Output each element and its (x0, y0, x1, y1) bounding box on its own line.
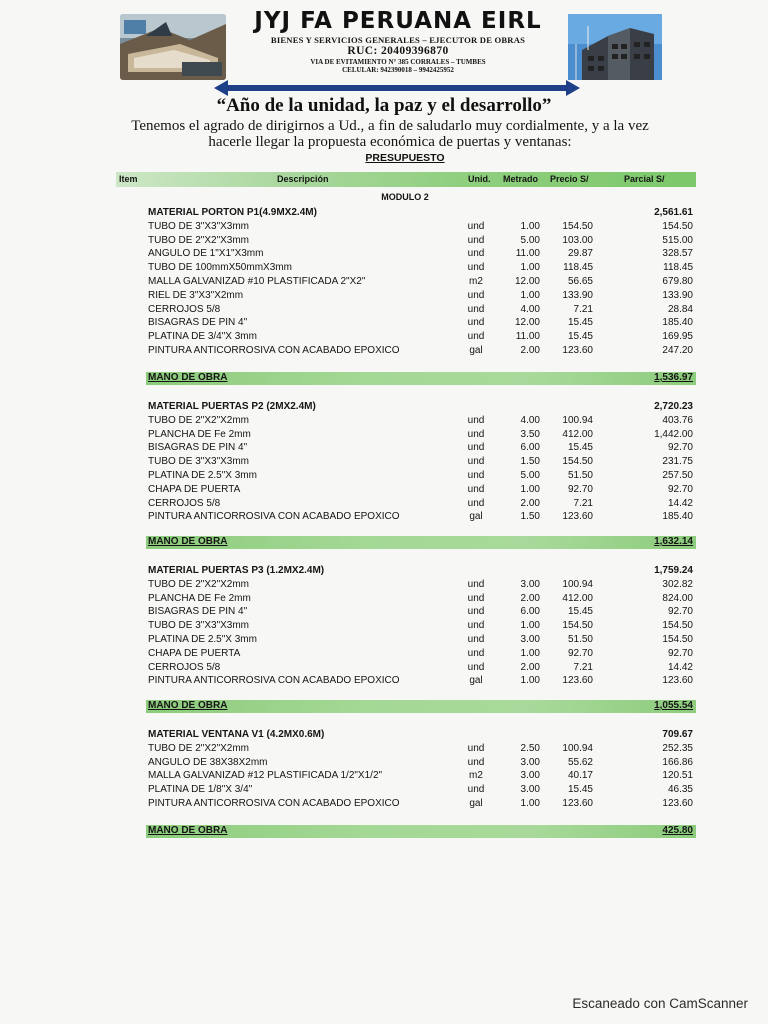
row-partial: 231.75 (662, 456, 693, 468)
row-partial: 133.90 (662, 289, 693, 301)
row-price: 103.00 (562, 234, 593, 246)
row-description: ANGULO DE 38X38X2mm (148, 756, 268, 768)
row-metrado: 11.00 (515, 248, 540, 260)
double-arrow-icon (214, 80, 580, 96)
row-partial: 118.45 (663, 262, 693, 274)
row-unit: und (467, 317, 485, 329)
row-metrado: 1.00 (520, 675, 540, 687)
row-price: 100.94 (562, 742, 593, 754)
company-ruc: RUC: 20409396870 (347, 45, 449, 57)
row-price: 15.45 (567, 331, 593, 343)
row-metrado: 1.00 (520, 262, 540, 274)
row-partial: 14.42 (667, 661, 693, 673)
intro-line-2: hacerle llegar la propuesta económica de puertas y ventanas: (208, 134, 572, 150)
row-partial: 169.95 (662, 331, 693, 343)
row-unit: gal (469, 345, 483, 356)
row-description: PINTURA ANTICORROSIVA CON ACABADO EPOXICO (148, 511, 400, 523)
row-partial: 185.40 (662, 511, 693, 523)
row-metrado: 3.00 (520, 770, 540, 782)
row-partial: 154.50 (662, 634, 693, 645)
row-metrado: 2.50 (520, 742, 540, 754)
row-partial: 92.70 (667, 442, 693, 454)
row-description: TUBO DE 3"X3"X3mm (148, 220, 250, 232)
section-total: 1,759.24 (654, 565, 693, 576)
row-unit: und (467, 289, 485, 301)
row-price: 123.60 (562, 675, 593, 687)
row-description: CHAPA DE PUERTA (148, 647, 241, 659)
row-unit: und (467, 248, 485, 260)
row-unit: und (467, 470, 485, 481)
row-unit: und (467, 414, 485, 426)
col-header-parcial: Parcial S/ (624, 174, 665, 184)
row-partial: 14.42 (667, 497, 693, 509)
row-unit: und (467, 784, 485, 796)
row-metrado: 1.00 (520, 620, 540, 632)
row-price: 15.45 (567, 606, 593, 618)
row-metrado: 1.50 (520, 511, 540, 523)
row-unit: und (467, 220, 485, 232)
row-unit: und (467, 647, 485, 659)
col-header-descripcion: Descripción (277, 174, 329, 184)
row-price: 118.45 (563, 262, 593, 274)
row-unit: und (467, 428, 485, 440)
section-title: MATERIAL PUERTAS P2 (2MX2.4M) (148, 401, 316, 412)
row-price: 51.50 (567, 470, 593, 481)
row-price: 154.50 (562, 456, 593, 468)
row-description: TUBO DE 100mmX50mmX3mm (148, 262, 292, 274)
section-total: 2,561.61 (654, 207, 693, 218)
labor-label: MANO DE OBRA (148, 372, 228, 383)
section-total: 709.67 (662, 729, 693, 740)
row-price: 92.70 (567, 647, 593, 659)
row-description: PLATINA DE 1/8"X 3/4" (148, 784, 253, 796)
row-description: MALLA GALVANIZAD #12 PLASTIFICADA 1/2"X1/2" (148, 770, 383, 782)
row-partial: 403.76 (662, 414, 693, 426)
row-partial: 92.70 (667, 647, 693, 659)
row-partial: 28.84 (667, 303, 693, 315)
row-unit: und (467, 620, 485, 632)
row-description: PINTURA ANTICORROSIVA CON ACABADO EPOXICO (148, 345, 400, 356)
row-partial: 515.00 (662, 234, 693, 246)
row-description: PLANCHA DE Fe 2mm (148, 428, 251, 440)
row-metrado: 12.00 (514, 317, 540, 329)
motto-heading: “Año de la unidad, la paz y el desarrollo” (216, 95, 552, 116)
table-header-band (116, 172, 696, 187)
row-metrado: 4.00 (520, 414, 540, 426)
section-title: MATERIAL VENTANA V1 (4.2MX0.6M) (148, 729, 325, 740)
row-unit: und (467, 592, 485, 604)
row-price: 154.50 (562, 220, 593, 232)
row-price: 15.45 (567, 784, 593, 796)
row-unit: und (467, 578, 485, 590)
row-price: 7.21 (573, 303, 593, 315)
row-partial: 252.35 (662, 742, 693, 754)
row-metrado: 3.00 (520, 756, 540, 768)
company-services: BIENES Y SERVICIOS GENERALES – EJECUTOR DE OBRAS (270, 35, 526, 45)
row-metrado: 6.00 (520, 606, 540, 618)
row-unit: gal (469, 798, 483, 809)
col-header-item: Item (119, 174, 138, 184)
row-unit: und (467, 756, 485, 768)
row-metrado: 11.00 (515, 331, 540, 343)
row-price: 56.65 (567, 276, 593, 287)
scanner-watermark: Escaneado con CamScanner (572, 996, 748, 1011)
row-partial: 185.40 (662, 317, 693, 329)
company-address: VIA DE EVITAMIENTO N° 385 CORRALES – TUMBES (310, 58, 486, 66)
labor-total: 425.80 (662, 825, 693, 836)
row-price: 55.62 (567, 756, 593, 768)
row-unit: und (467, 661, 485, 673)
row-metrado: 12.00 (514, 276, 540, 287)
col-header-metrado: Metrado (503, 174, 539, 184)
row-partial: 92.70 (667, 483, 693, 495)
row-partial: 46.35 (667, 784, 693, 796)
row-unit: und (467, 497, 485, 509)
row-metrado: 1.00 (520, 220, 540, 232)
row-partial: 92.70 (667, 606, 693, 618)
row-partial: 1,442.00 (654, 428, 693, 440)
row-metrado: 2.00 (520, 497, 540, 509)
row-description: ANGULO DE 1"X1"X3mm (148, 248, 264, 260)
row-metrado: 2.00 (520, 661, 540, 673)
row-unit: gal (469, 511, 483, 523)
row-price: 29.87 (567, 248, 593, 260)
labor-label: MANO DE OBRA (148, 825, 228, 836)
row-price: 7.21 (573, 497, 593, 509)
row-description: TUBO DE 2"X2"X2mm (148, 414, 250, 426)
col-header-unid: Unid. (468, 174, 491, 184)
row-metrado: 1.00 (520, 483, 540, 495)
row-metrado: 2.00 (520, 592, 540, 604)
section-title: MATERIAL PORTON P1(4.9MX2.4M) (148, 207, 317, 218)
row-metrado: 1.00 (520, 289, 540, 301)
row-description: PLATINA DE 3/4"X 3mm (148, 331, 257, 343)
col-header-precio: Precio S/ (550, 174, 589, 184)
row-description: TUBO DE 3"X3"X3mm (148, 620, 250, 632)
row-unit: und (467, 606, 485, 618)
row-price: 40.17 (567, 770, 593, 782)
row-metrado: 3.00 (520, 634, 540, 645)
row-unit: m2 (469, 770, 483, 782)
row-description: MALLA GALVANIZAD #10 PLASTIFICADA 2"X2" (148, 276, 366, 287)
row-unit: und (467, 331, 485, 343)
row-metrado: 1.00 (520, 647, 540, 659)
intro-line-1: Tenemos el agrado de dirigirnos a Ud., a fin de saludarlo muy cordialmente, y a la vez (131, 118, 649, 134)
row-description: CERROJOS 5/8 (148, 303, 221, 315)
row-price: 51.50 (567, 634, 593, 645)
row-partial: 154.50 (662, 220, 693, 232)
row-metrado: 5.00 (520, 470, 540, 481)
row-unit: und (467, 483, 485, 495)
row-metrado: 3.00 (520, 784, 540, 796)
row-partial: 328.57 (662, 248, 693, 260)
row-metrado: 1.00 (520, 798, 540, 809)
row-metrado: 1.50 (520, 456, 540, 468)
row-partial: 166.86 (662, 756, 693, 768)
row-description: BISAGRAS DE PIN 4" (148, 606, 248, 618)
letterhead-photo-right (568, 14, 662, 80)
row-partial: 824.00 (662, 592, 693, 604)
row-price: 92.70 (567, 483, 593, 495)
row-partial: 679.80 (662, 276, 693, 287)
row-description: PLATINA DE 2.5"X 3mm (148, 634, 257, 645)
row-description: PINTURA ANTICORROSIVA CON ACABADO EPOXICO (148, 675, 400, 687)
row-partial: 120.51 (662, 770, 693, 782)
row-unit: und (467, 456, 485, 468)
row-description: CHAPA DE PUERTA (148, 483, 241, 495)
row-unit: und (467, 262, 485, 274)
section-total: 2,720.23 (654, 401, 693, 412)
row-description: PINTURA ANTICORROSIVA CON ACABADO EPOXICO (148, 798, 400, 809)
row-metrado: 3.00 (520, 578, 540, 590)
row-price: 15.45 (567, 317, 593, 329)
row-description: CERROJOS 5/8 (148, 661, 221, 673)
company-name: JYJ FA PERUANA EIRL (254, 8, 542, 34)
row-description: TUBO DE 2"X2"X2mm (148, 578, 250, 590)
row-price: 7.21 (573, 661, 593, 673)
row-metrado: 4.00 (520, 303, 540, 315)
row-partial: 123.60 (662, 798, 693, 809)
row-price: 100.94 (562, 578, 593, 590)
module-label: MODULO 2 (381, 192, 429, 202)
row-partial: 247.20 (662, 345, 693, 356)
row-price: 15.45 (567, 442, 593, 454)
labor-total: 1,536.97 (654, 372, 693, 383)
row-description: TUBO DE 2"X2"X3mm (148, 234, 250, 246)
row-metrado: 6.00 (520, 442, 540, 454)
row-unit: und (467, 303, 485, 315)
row-price: 412.00 (562, 428, 593, 440)
labor-label: MANO DE OBRA (148, 700, 228, 711)
row-description: BISAGRAS DE PIN 4" (148, 442, 248, 454)
row-metrado: 5.00 (520, 234, 540, 246)
row-description: TUBO DE 2"X2"X2mm (148, 742, 250, 754)
row-partial: 123.60 (662, 675, 693, 687)
labor-band (146, 825, 696, 838)
row-description: PLATINA DE 2.5"X 3mm (148, 470, 257, 481)
labor-total: 1,055.54 (654, 700, 693, 711)
row-description: CERROJOS 5/8 (148, 497, 221, 509)
row-price: 123.60 (562, 511, 593, 523)
row-unit: und (467, 634, 485, 645)
row-metrado: 2.00 (520, 345, 540, 356)
row-price: 123.60 (562, 345, 593, 356)
row-price: 412.00 (562, 592, 593, 604)
section-title: MATERIAL PUERTAS P3 (1.2MX2.4M) (148, 565, 325, 576)
row-partial: 154.50 (662, 620, 693, 632)
row-description: PLANCHA DE Fe 2mm (148, 592, 251, 604)
letterhead-photo-left (120, 14, 226, 80)
labor-band (146, 700, 696, 713)
row-unit: und (467, 442, 485, 454)
row-price: 133.90 (562, 289, 593, 301)
row-description: TUBO DE 3"X3"X3mm (148, 456, 250, 468)
labor-total: 1,632.14 (654, 536, 693, 547)
row-unit: gal (469, 675, 483, 687)
company-phone: CELULAR: 942390018 – 9942425952 (342, 66, 454, 74)
row-price: 154.50 (562, 620, 593, 632)
row-unit: m2 (469, 276, 483, 287)
row-partial: 302.82 (662, 578, 693, 590)
row-unit: und (467, 742, 485, 754)
row-price: 123.60 (562, 798, 593, 809)
labor-band (146, 372, 696, 385)
row-partial: 257.50 (662, 470, 693, 481)
row-price: 100.94 (562, 414, 593, 426)
row-unit: und (467, 234, 485, 246)
labor-label: MANO DE OBRA (148, 536, 228, 547)
row-description: BISAGRAS DE PIN 4" (148, 317, 248, 329)
row-description: RIEL DE 3"X3"X2mm (148, 289, 244, 301)
document-title: PRESUPUESTO (365, 152, 445, 164)
row-metrado: 3.50 (520, 428, 540, 440)
labor-band (146, 536, 696, 549)
